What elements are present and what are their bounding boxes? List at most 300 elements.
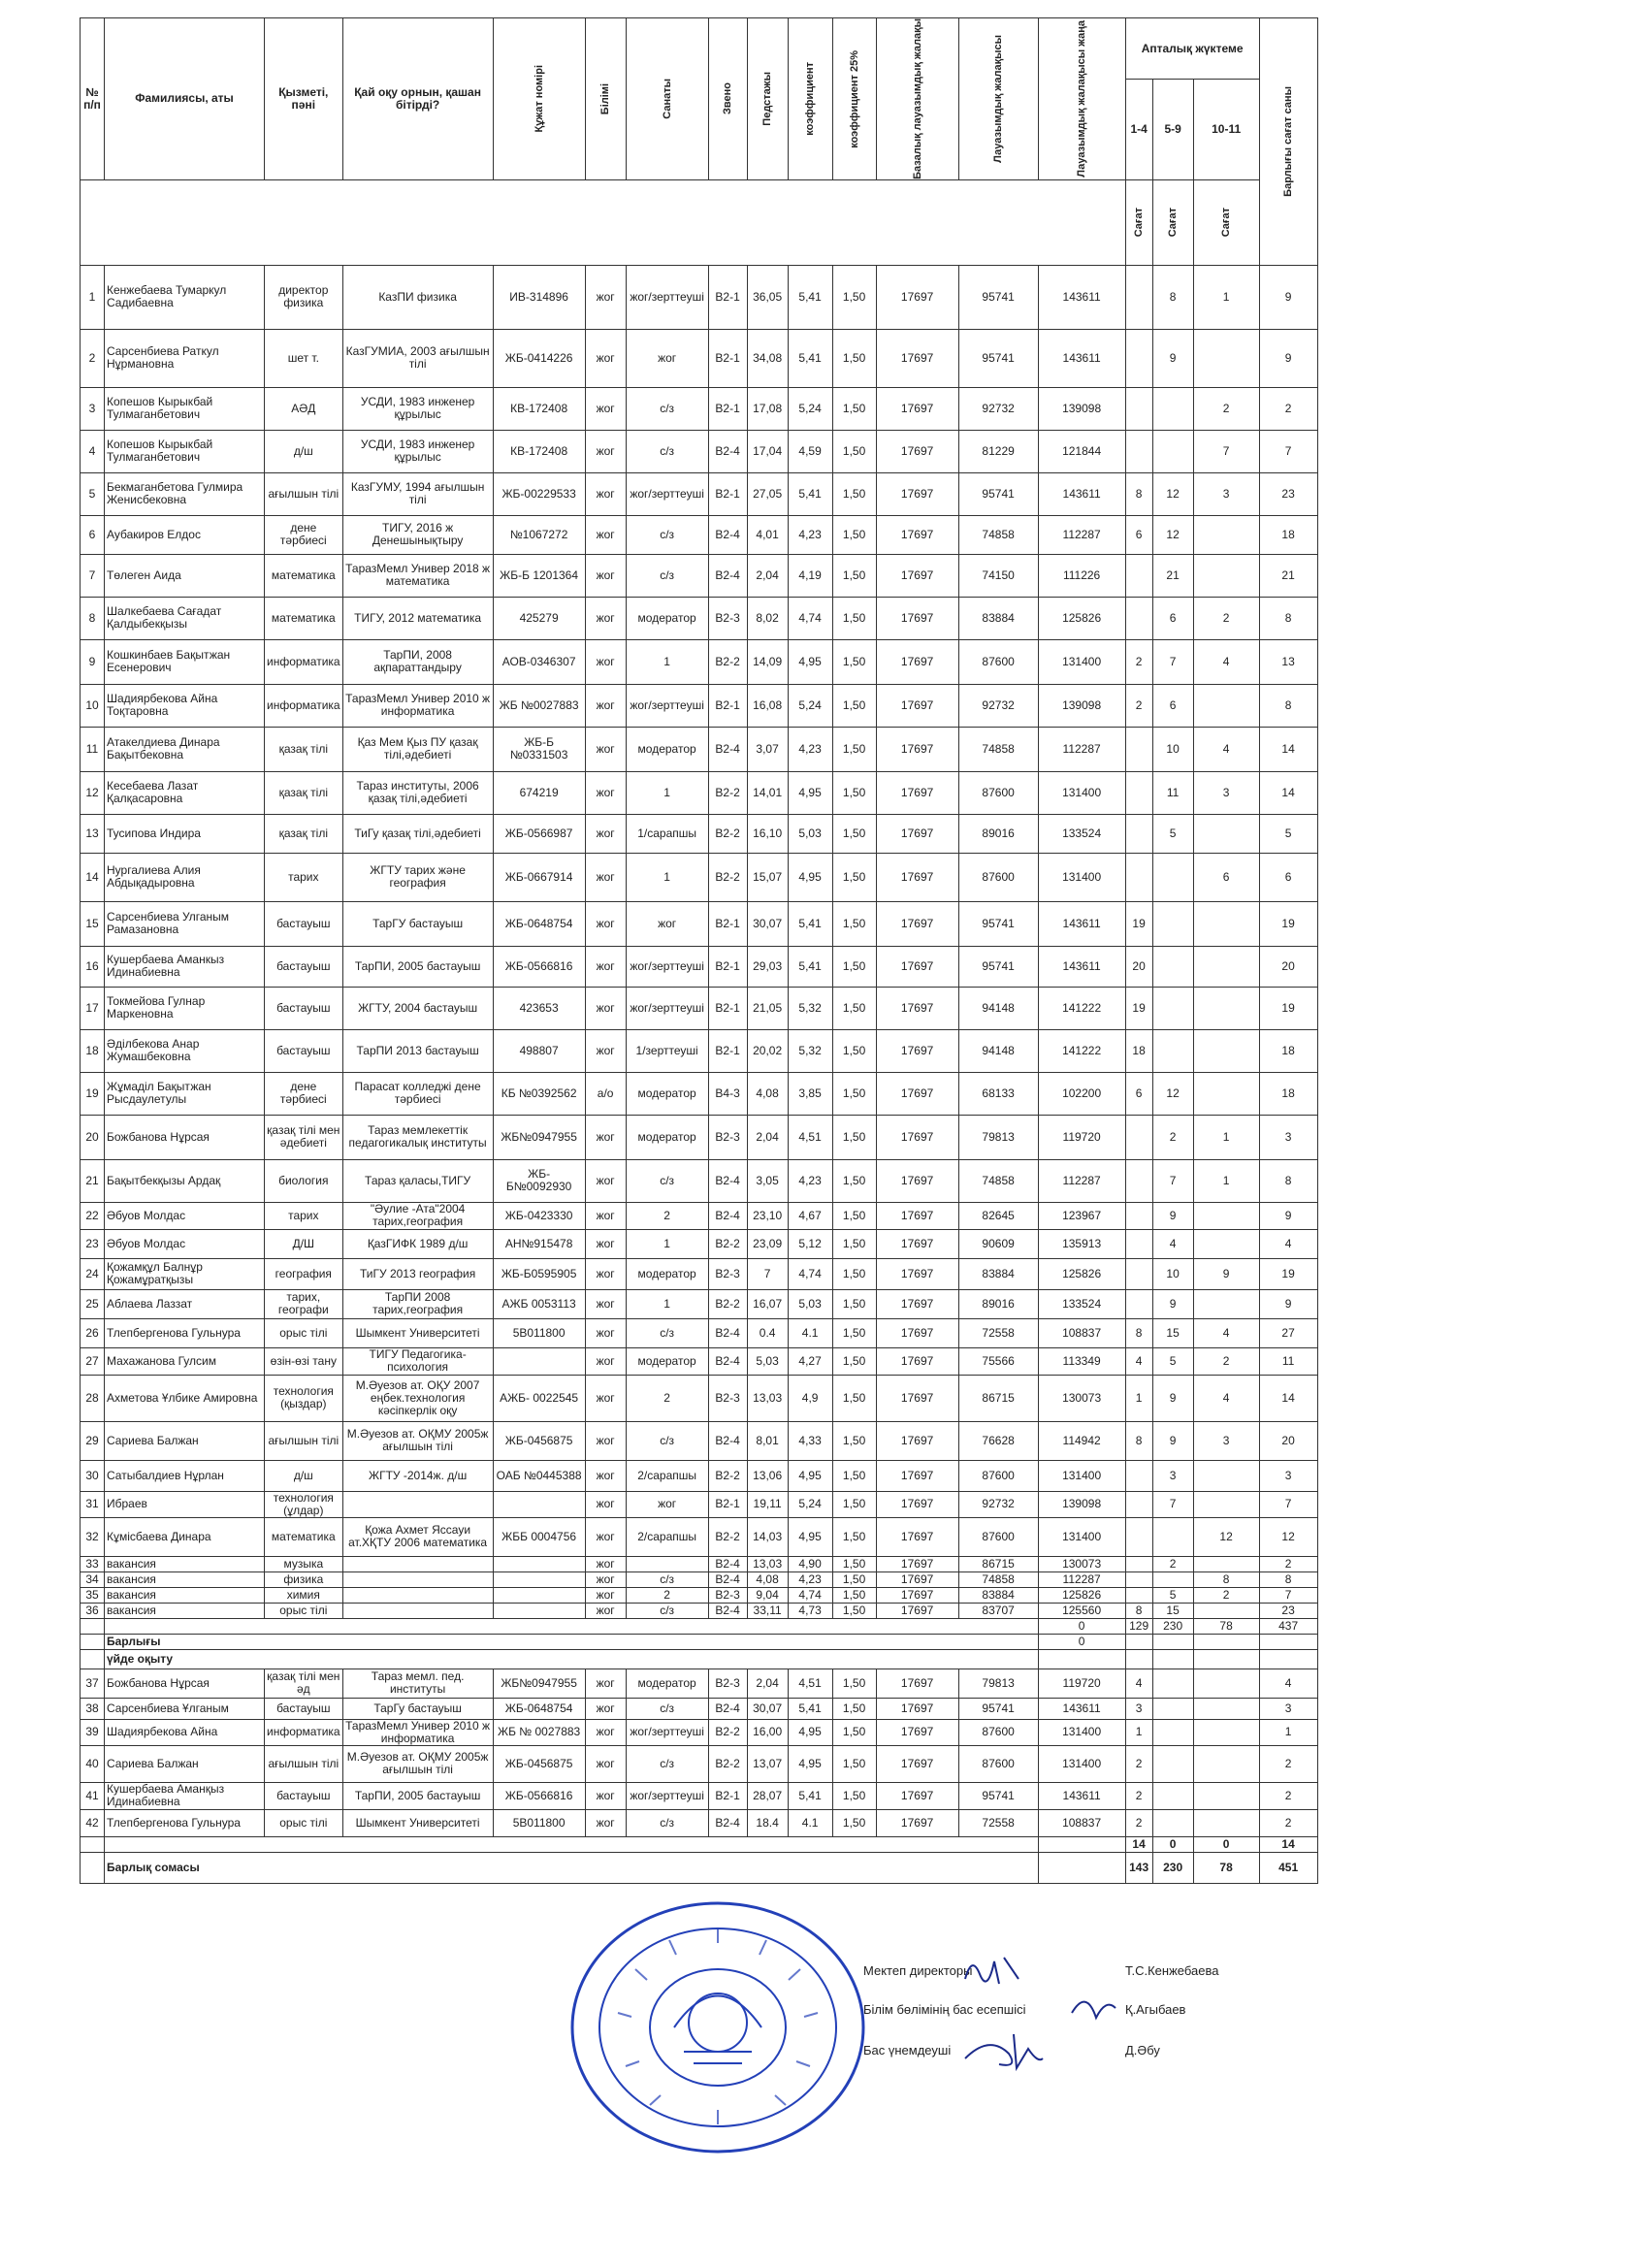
new-salary: 131400 — [1038, 1460, 1125, 1491]
document-number: ОАБ №0445388 — [493, 1460, 585, 1491]
salary: 74858 — [958, 1159, 1038, 1202]
base-salary: 17697 — [876, 1556, 958, 1571]
row-number: 34 — [81, 1571, 105, 1587]
teaching-experience: 13,03 — [747, 1375, 788, 1421]
row-number: 37 — [81, 1669, 105, 1698]
table-row — [81, 1669, 1318, 1698]
row-number: 15 — [81, 901, 105, 946]
staff-name: Жұмаділ Бақытжан Рысдаулетулы — [105, 1072, 265, 1115]
teaching-experience: 14,01 — [747, 771, 788, 814]
total-hours: 13 — [1259, 639, 1317, 684]
education-level: жог — [585, 430, 626, 472]
hours-grades-10-11 — [1193, 1782, 1259, 1809]
position-subject: математика — [265, 1517, 343, 1556]
table-row — [81, 1375, 1318, 1421]
base-salary: 17697 — [876, 1571, 958, 1587]
table-row — [81, 1229, 1318, 1258]
education-level: жог — [585, 639, 626, 684]
subtotal-1-4: 129 — [1125, 1618, 1152, 1634]
zveno: В2-2 — [708, 1745, 747, 1782]
teaching-experience: 30,07 — [747, 901, 788, 946]
salary: 74858 — [958, 515, 1038, 554]
education-level: жог — [585, 1517, 626, 1556]
education-level: жог — [585, 1698, 626, 1719]
education: УСДИ, 1983 инженер құрылыс — [342, 387, 493, 430]
staff-name: Сарсенбиева Ұлганым — [105, 1698, 265, 1719]
table-row — [81, 1491, 1318, 1517]
hours-grades-10-11: 1 — [1193, 265, 1259, 329]
zveno: В2-4 — [708, 1571, 747, 1587]
coefficient: 4,67 — [788, 1202, 832, 1229]
summary-row-no — [81, 1852, 105, 1883]
document-number — [493, 1571, 585, 1587]
hours-grades-10-11: 1 — [1193, 1115, 1259, 1159]
education: ЖГТУ -2014ж. д/ш — [342, 1460, 493, 1491]
position-subject: ағылшын тілі — [265, 1745, 343, 1782]
education: ТарПИ, 2008 ақпараттандыру — [342, 639, 493, 684]
zveno: В2-1 — [708, 901, 747, 946]
coefficient: 4.1 — [788, 1318, 832, 1347]
new-salary: 119720 — [1038, 1115, 1125, 1159]
staff-name: Кушербаева Аманқыз Идинабиевна — [105, 1782, 265, 1809]
zveno: В2-1 — [708, 472, 747, 515]
category: 1/сарапшы — [626, 814, 708, 853]
position-subject: тарих — [265, 853, 343, 901]
signature-title: Білім бөлімінің бас есепшісі — [863, 2002, 1026, 2017]
coefficient: 4,9 — [788, 1375, 832, 1421]
total-hours: 2 — [1259, 1809, 1317, 1836]
salary: 74858 — [958, 1571, 1038, 1587]
teaching-experience: 4,01 — [747, 515, 788, 554]
salary: 75566 — [958, 1347, 1038, 1375]
coefficient-25: 1,50 — [832, 1669, 876, 1698]
teaching-experience: 5,03 — [747, 1347, 788, 1375]
hours-grades-5-9: 2 — [1152, 1556, 1193, 1571]
education: Қожа Ахмет Яссауи ат.ХҚТУ 2006 математика — [342, 1517, 493, 1556]
coefficient-25: 1,50 — [832, 1115, 876, 1159]
new-salary: 139098 — [1038, 684, 1125, 727]
staff-name: вакансия — [105, 1587, 265, 1603]
summary-row — [81, 1634, 1318, 1649]
total-hours: 3 — [1259, 1460, 1317, 1491]
hours-grades-10-11: 6 — [1193, 853, 1259, 901]
education: ЖГТУ тарих және география — [342, 853, 493, 901]
header-hours-1: Сағат — [1125, 179, 1152, 265]
document-number: КБ №0392562 — [493, 1072, 585, 1115]
new-salary: 123967 — [1038, 1202, 1125, 1229]
zveno: В2-2 — [708, 1289, 747, 1318]
hours-grades-1-4: 2 — [1125, 639, 1152, 684]
row-number: 5 — [81, 472, 105, 515]
category: с/з — [626, 1421, 708, 1460]
total-hours: 7 — [1259, 1587, 1317, 1603]
total-hours: 2 — [1259, 387, 1317, 430]
hours-grades-10-11 — [1193, 901, 1259, 946]
total-hours: 4 — [1259, 1229, 1317, 1258]
row-number: 29 — [81, 1421, 105, 1460]
education-level: жог — [585, 1745, 626, 1782]
staff-name: Әділбекова Анар Жумашбековна — [105, 1029, 265, 1072]
zveno: В2-4 — [708, 727, 747, 771]
document-number: КВ-172408 — [493, 387, 585, 430]
row-number: 9 — [81, 639, 105, 684]
coefficient-25: 1,50 — [832, 387, 876, 430]
hours-grades-10-11: 2 — [1193, 387, 1259, 430]
position-subject: информатика — [265, 1719, 343, 1745]
new-salary: 125826 — [1038, 597, 1125, 639]
teaching-experience: 27,05 — [747, 472, 788, 515]
salary: 83707 — [958, 1603, 1038, 1618]
staff-name: Қожамқұл Балнұр Қожамұратқызы — [105, 1258, 265, 1289]
total-hours: 27 — [1259, 1318, 1317, 1347]
base-salary: 17697 — [876, 387, 958, 430]
coefficient: 4,51 — [788, 1669, 832, 1698]
hours-grades-5-9: 10 — [1152, 727, 1193, 771]
hours-grades-5-9 — [1152, 1669, 1193, 1698]
hours-grades-1-4: 19 — [1125, 987, 1152, 1029]
hours-grades-1-4: 2 — [1125, 1809, 1152, 1836]
position-subject: биология — [265, 1159, 343, 1202]
education: КазГУМУ, 1994 ағылшын тілі — [342, 472, 493, 515]
header-coefficient-25: коэффициент 25% — [832, 18, 876, 180]
document-number: ЖБ-0648754 — [493, 1698, 585, 1719]
salary: 87600 — [958, 1719, 1038, 1745]
salary: 79813 — [958, 1115, 1038, 1159]
header-grade-1-4: 1-4 — [1125, 80, 1152, 180]
zveno: В2-3 — [708, 1669, 747, 1698]
table-row — [81, 1556, 1318, 1571]
staff-name: Тлепбергенова Гульнура — [105, 1318, 265, 1347]
teaching-experience: 16,10 — [747, 814, 788, 853]
coefficient-25: 1,50 — [832, 946, 876, 987]
education: ТИГУ Педагогика-психология — [342, 1347, 493, 1375]
document-number: ЖБ-0648754 — [493, 901, 585, 946]
position-subject: директор физика — [265, 265, 343, 329]
official-stamp — [567, 1896, 868, 2158]
header-level: Білімі — [585, 18, 626, 180]
hours-grades-10-11 — [1193, 814, 1259, 853]
base-salary: 17697 — [876, 1289, 958, 1318]
hours-grades-10-11: 1 — [1193, 1159, 1259, 1202]
base-salary: 17697 — [876, 946, 958, 987]
category: 2 — [626, 1375, 708, 1421]
coefficient-25: 1,50 — [832, 554, 876, 597]
document-number: ЖБ-0456875 — [493, 1421, 585, 1460]
hours-grades-5-9: 5 — [1152, 814, 1193, 853]
document-number: 498807 — [493, 1029, 585, 1072]
teaching-experience: 9,04 — [747, 1587, 788, 1603]
coefficient: 5,24 — [788, 387, 832, 430]
salary: 87600 — [958, 853, 1038, 901]
coefficient: 5,41 — [788, 1782, 832, 1809]
salary: 87600 — [958, 771, 1038, 814]
total-hours: 2 — [1259, 1745, 1317, 1782]
position-subject: география — [265, 1258, 343, 1289]
hours-grades-5-9: 15 — [1152, 1318, 1193, 1347]
document-number — [493, 1491, 585, 1517]
home-subtotal-salary — [1038, 1836, 1125, 1852]
hours-grades-1-4: 8 — [1125, 1603, 1152, 1618]
hours-grades-10-11: 3 — [1193, 472, 1259, 515]
hours-grades-10-11 — [1193, 1809, 1259, 1836]
zveno: В2-1 — [708, 987, 747, 1029]
coefficient-25: 1,50 — [832, 1460, 876, 1491]
summary-row-no — [81, 1836, 105, 1852]
header-category: Санаты — [626, 18, 708, 180]
coefficient: 4,90 — [788, 1556, 832, 1571]
base-salary: 17697 — [876, 1258, 958, 1289]
staff-name: Бақытбекқызы Ардақ — [105, 1159, 265, 1202]
salary: 83884 — [958, 1258, 1038, 1289]
total-hours: 5 — [1259, 814, 1317, 853]
hours-grades-10-11: 4 — [1193, 1318, 1259, 1347]
education: Тараз мемл. пед. институты — [342, 1669, 493, 1698]
position-subject: қазақ тілі мен әд — [265, 1669, 343, 1698]
education: ТарГУ бастауыш — [342, 901, 493, 946]
base-salary: 17697 — [876, 1421, 958, 1460]
base-salary: 17697 — [876, 1809, 958, 1836]
new-salary: 121844 — [1038, 430, 1125, 472]
signature-name: Т.С.Кенжебаева — [1125, 1963, 1219, 1978]
teaching-experience: 4,08 — [747, 1072, 788, 1115]
coefficient-25: 1,50 — [832, 1072, 876, 1115]
teaching-experience: 16,00 — [747, 1719, 788, 1745]
home-subtotal-1-4: 14 — [1125, 1836, 1152, 1852]
document-number: 674219 — [493, 771, 585, 814]
new-salary: 112287 — [1038, 727, 1125, 771]
education-level: жог — [585, 684, 626, 727]
education: ТиГу қазақ тілі,әдебиеті — [342, 814, 493, 853]
education: Шымкент Университеті — [342, 1809, 493, 1836]
table-row — [81, 853, 1318, 901]
home-empty — [1259, 1649, 1317, 1669]
base-salary: 17697 — [876, 1603, 958, 1618]
staff-name: Бекмаганбетова Гулмира Женисбековна — [105, 472, 265, 515]
header-new-salary: Лауазымдық жалақысы жаңа — [1038, 18, 1125, 180]
position-subject: информатика — [265, 639, 343, 684]
hours-grades-10-11: 8 — [1193, 1571, 1259, 1587]
hours-grades-5-9 — [1152, 1517, 1193, 1556]
category: модератор — [626, 1669, 708, 1698]
education-level: жог — [585, 1587, 626, 1603]
coefficient-25: 1,50 — [832, 1782, 876, 1809]
total-hours: 2 — [1259, 1556, 1317, 1571]
total-hours: 19 — [1259, 1258, 1317, 1289]
hours-grades-1-4 — [1125, 265, 1152, 329]
coefficient: 5,24 — [788, 1491, 832, 1517]
education-level: жог — [585, 1229, 626, 1258]
coefficient: 4,23 — [788, 1571, 832, 1587]
header-grade-5-9: 5-9 — [1152, 80, 1193, 180]
document-number: ЖБ-Б 1201364 — [493, 554, 585, 597]
table-row — [81, 1719, 1318, 1745]
teaching-experience: 0.4 — [747, 1318, 788, 1347]
coefficient-25: 1,50 — [832, 1159, 876, 1202]
coefficient: 5,41 — [788, 329, 832, 387]
new-salary: 133524 — [1038, 1289, 1125, 1318]
signature-block — [863, 1963, 1368, 2080]
document-number: ЖБ-0566987 — [493, 814, 585, 853]
document-number: ЖББ 0004756 — [493, 1517, 585, 1556]
hours-grades-1-4: 20 — [1125, 946, 1152, 987]
education-level: жог — [585, 554, 626, 597]
category: модератор — [626, 727, 708, 771]
row-number: 3 — [81, 387, 105, 430]
education: ТаразМемл Универ 2010 ж информатика — [342, 684, 493, 727]
education-level: жог — [585, 1669, 626, 1698]
zveno: В2-4 — [708, 1603, 747, 1618]
coefficient: 4.1 — [788, 1809, 832, 1836]
signature-title: Мектеп директоры — [863, 1963, 973, 1978]
staff-name: Сарсенбиева Улганым Рамазановна — [105, 901, 265, 946]
hours-grades-10-11: 9 — [1193, 1258, 1259, 1289]
document-number — [493, 1556, 585, 1571]
summary-row — [81, 1618, 1318, 1634]
hours-grades-10-11 — [1193, 1289, 1259, 1318]
hours-grades-5-9: 8 — [1152, 265, 1193, 329]
new-salary: 108837 — [1038, 1318, 1125, 1347]
category: жог — [626, 1491, 708, 1517]
new-salary: 133524 — [1038, 814, 1125, 853]
row-number: 38 — [81, 1698, 105, 1719]
total-hours: 3 — [1259, 1115, 1317, 1159]
position-subject: өзін-өзі тану — [265, 1347, 343, 1375]
education-level: жог — [585, 1159, 626, 1202]
coefficient: 4,95 — [788, 1745, 832, 1782]
total-hours: 4 — [1259, 1669, 1317, 1698]
teaching-experience: 33,11 — [747, 1603, 788, 1618]
hours-grades-1-4: 4 — [1125, 1669, 1152, 1698]
coefficient-25: 1,50 — [832, 1289, 876, 1318]
position-subject: математика — [265, 597, 343, 639]
total-empty — [1125, 1634, 1152, 1649]
zveno: В2-4 — [708, 1809, 747, 1836]
new-salary: 112287 — [1038, 1571, 1125, 1587]
hours-grades-1-4 — [1125, 727, 1152, 771]
document-number: ЖБ № 0027883 — [493, 1719, 585, 1745]
staff-name: Төлеген Аида — [105, 554, 265, 597]
salary: 89016 — [958, 814, 1038, 853]
new-salary: 113349 — [1038, 1347, 1125, 1375]
summary-label — [105, 1836, 1039, 1852]
table-row — [81, 554, 1318, 597]
zveno: В2-1 — [708, 1491, 747, 1517]
zveno: В2-2 — [708, 639, 747, 684]
education-level: жог — [585, 1375, 626, 1421]
salary: 74150 — [958, 554, 1038, 597]
staff-name: Шалкебаева Сағадат Қалдыбекқызы — [105, 597, 265, 639]
position-subject: дене тәрбиесі — [265, 1072, 343, 1115]
total-hours: 7 — [1259, 430, 1317, 472]
hours-grades-10-11 — [1193, 946, 1259, 987]
table-row — [81, 515, 1318, 554]
row-number: 26 — [81, 1318, 105, 1347]
coefficient-25: 1,50 — [832, 1587, 876, 1603]
hours-grades-5-9: 10 — [1152, 1258, 1193, 1289]
total-hours: 8 — [1259, 1159, 1317, 1202]
grand-total-1-4: 143 — [1125, 1852, 1152, 1883]
summary-row — [81, 1852, 1318, 1883]
coefficient: 4,95 — [788, 771, 832, 814]
hours-grades-1-4: 19 — [1125, 901, 1152, 946]
total-hours: 2 — [1259, 1782, 1317, 1809]
position-subject: шет т. — [265, 329, 343, 387]
new-salary: 141222 — [1038, 987, 1125, 1029]
total-empty — [1259, 1634, 1317, 1649]
salary: 95741 — [958, 472, 1038, 515]
total-hours: 14 — [1259, 727, 1317, 771]
hours-grades-5-9 — [1152, 430, 1193, 472]
coefficient: 5,41 — [788, 946, 832, 987]
teaching-experience: 19,11 — [747, 1491, 788, 1517]
position-subject: ағылшын тілі — [265, 472, 343, 515]
new-salary: 141222 — [1038, 1029, 1125, 1072]
hours-grades-1-4 — [1125, 1571, 1152, 1587]
teaching-experience: 13,06 — [747, 1460, 788, 1491]
table-row — [81, 1318, 1318, 1347]
position-subject: математика — [265, 554, 343, 597]
education: ҚазГИФК 1989 д/ш — [342, 1229, 493, 1258]
position-subject: физика — [265, 1571, 343, 1587]
coefficient: 4,27 — [788, 1347, 832, 1375]
position-subject: ағылшын тілі — [265, 1421, 343, 1460]
position-subject: бастауыш — [265, 987, 343, 1029]
zveno: В2-4 — [708, 1421, 747, 1460]
education-level: жог — [585, 1460, 626, 1491]
total-hours: 8 — [1259, 684, 1317, 727]
zveno: В2-2 — [708, 853, 747, 901]
education-level: жог — [585, 1571, 626, 1587]
teaching-experience: 23,09 — [747, 1229, 788, 1258]
table-row — [81, 1258, 1318, 1289]
new-salary: 112287 — [1038, 515, 1125, 554]
table-row — [81, 1029, 1318, 1072]
salary: 81229 — [958, 430, 1038, 472]
teaching-experience: 28,07 — [747, 1782, 788, 1809]
total-hours: 21 — [1259, 554, 1317, 597]
category: 1 — [626, 771, 708, 814]
grand-salary — [1038, 1852, 1125, 1883]
hours-grades-5-9: 6 — [1152, 597, 1193, 639]
category: жог/зерттеуші — [626, 946, 708, 987]
hours-grades-1-4 — [1125, 430, 1152, 472]
base-salary: 17697 — [876, 265, 958, 329]
new-salary: 131400 — [1038, 1517, 1125, 1556]
education: М.Әуезов ат. ОҚМУ 2005ж ағылшын тілі — [342, 1745, 493, 1782]
grand-total-5-9: 230 — [1152, 1852, 1193, 1883]
hours-grades-5-9 — [1152, 387, 1193, 430]
total-hours: 9 — [1259, 329, 1317, 387]
base-salary: 17697 — [876, 639, 958, 684]
document-number: 5В011800 — [493, 1318, 585, 1347]
document-number: АЖБ- 0022545 — [493, 1375, 585, 1421]
hours-grades-5-9 — [1152, 1029, 1193, 1072]
staff-name: Шадиярбекова Айна Тоқтаровна — [105, 684, 265, 727]
hours-grades-1-4: 1 — [1125, 1375, 1152, 1421]
subtotal-5-9: 230 — [1152, 1618, 1193, 1634]
total-hours: 1 — [1259, 1719, 1317, 1745]
document-number: АН№915478 — [493, 1229, 585, 1258]
header-role: Қызметі, пәні — [265, 18, 343, 180]
coefficient: 4,74 — [788, 1258, 832, 1289]
hours-grades-5-9: 11 — [1152, 771, 1193, 814]
staff-name: вакансия — [105, 1556, 265, 1571]
hours-grades-10-11 — [1193, 1698, 1259, 1719]
coefficient: 4,23 — [788, 1159, 832, 1202]
category: 1/зерттеуші — [626, 1029, 708, 1072]
hours-grades-1-4: 8 — [1125, 1421, 1152, 1460]
teaching-experience: 30,07 — [747, 1698, 788, 1719]
